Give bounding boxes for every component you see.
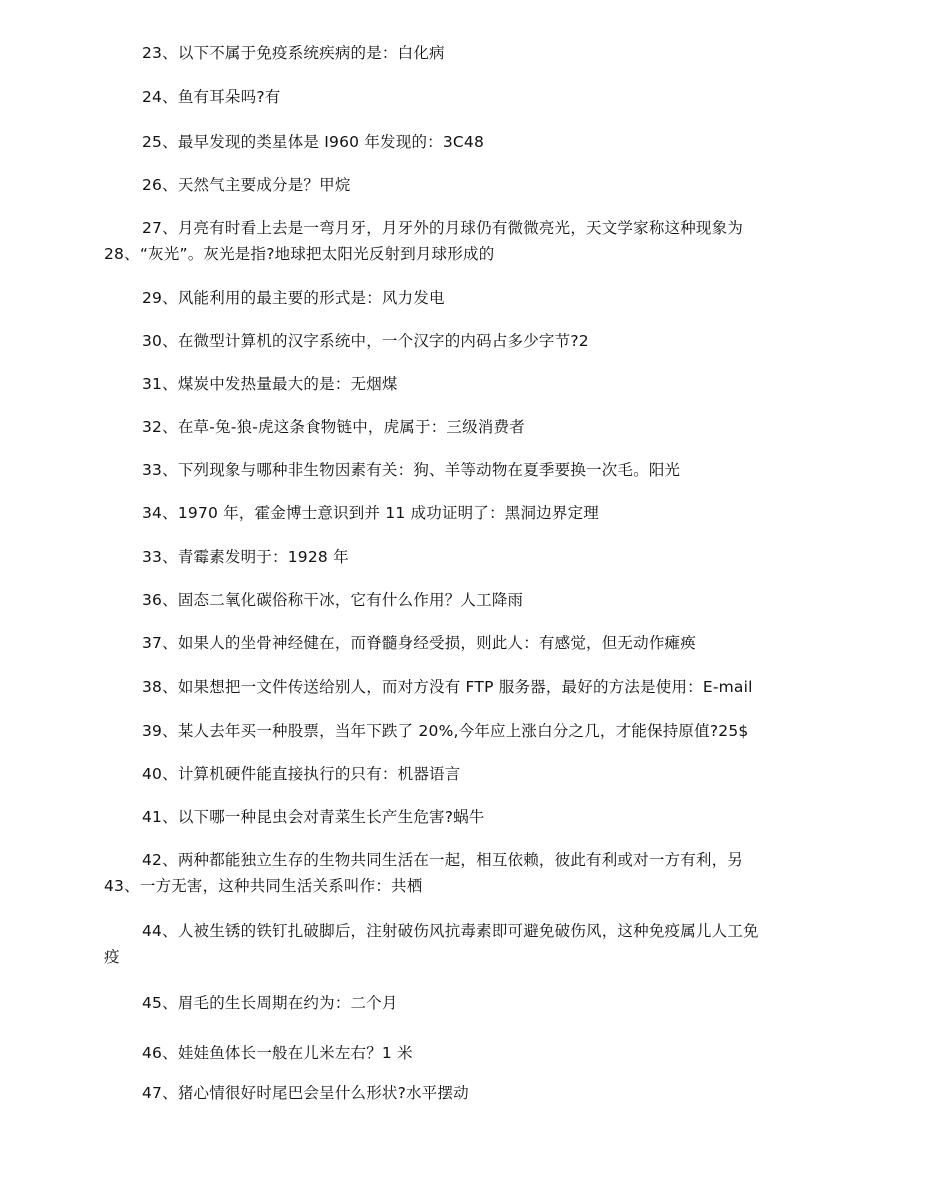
question-number: 36、 xyxy=(142,591,178,609)
question-number: 45、 xyxy=(142,994,178,1012)
question-number: 30、 xyxy=(142,332,178,350)
question-36 xyxy=(142,587,852,613)
question-number: 44、 xyxy=(142,922,178,940)
question-text: 最早发现的类星体是 I960 年发现的：3C48 xyxy=(177,133,485,151)
question-number: 33、 xyxy=(142,461,178,479)
question-text: 下列现象与哪种非生物因素有关：狗、羊等动物在夏季要换一次毛。阳光 xyxy=(177,461,681,479)
question-number: 38、 xyxy=(142,678,178,696)
question-text: 眉毛的生长周期在约为：二个月 xyxy=(177,994,398,1012)
question-text-line1: 月亮有时看上去是一弯月牙，月牙外的月球仍有微微亮光，天文学家称这种现象为 xyxy=(177,219,744,237)
question-23 xyxy=(142,40,852,66)
question-number: 23、 xyxy=(142,44,178,62)
question-32 xyxy=(142,414,852,440)
question-number-2: 28、 xyxy=(104,245,140,263)
question-38 xyxy=(142,674,852,700)
question-31 xyxy=(142,371,852,397)
question-number: 29、 xyxy=(142,289,178,307)
question-number: 34、 xyxy=(142,504,178,522)
question-text: 猪心情很好时尾巴会呈什么形状?水平摆动 xyxy=(177,1084,469,1102)
question-39 xyxy=(142,718,852,744)
question-29 xyxy=(142,285,852,311)
question-34 xyxy=(142,500,852,526)
question-41 xyxy=(142,804,852,830)
question-text: 如果人的坐骨神经健在，而脊髓身经受损，则此人：有感觉，但无动作瘫痪 xyxy=(177,634,696,652)
question-46 xyxy=(142,1040,852,1066)
question-number: 25、 xyxy=(142,133,178,151)
question-text: 计算机硬件能直接执行的只有：机器语言 xyxy=(177,765,461,783)
question-25 xyxy=(142,129,852,155)
question-text: 天然气主要成分是？甲烷 xyxy=(177,176,351,194)
question-text: 以下不属于免疫系统疾病的是：白化病 xyxy=(177,44,445,62)
question-number-2: 43、 xyxy=(104,877,140,895)
question-text-line2: 疫 xyxy=(104,948,120,966)
question-text: 煤炭中发热量最大的是：无烟煤 xyxy=(177,375,398,393)
question-40 xyxy=(142,761,852,787)
question-text: 风能利用的最主要的形式是：风力发电 xyxy=(177,289,445,307)
question-number: 42、 xyxy=(142,851,178,869)
question-45 xyxy=(142,990,852,1016)
question-number: 33、 xyxy=(142,548,178,566)
question-number: 47、 xyxy=(142,1084,178,1102)
question-number: 41、 xyxy=(142,808,178,826)
question-24 xyxy=(142,84,852,110)
question-text-line1: 两种都能独立生存的生物共同生活在一起，相互依赖，彼此有利或对一方有利，另 xyxy=(177,851,744,869)
question-35 xyxy=(142,544,852,570)
question-27-28 xyxy=(104,215,849,267)
question-text: 1970 年，霍金博士意识到并 11 成功证明了：黑洞边界定理 xyxy=(177,504,599,522)
question-37 xyxy=(142,630,852,656)
question-text: 青霉素发明于：1928 年 xyxy=(177,548,349,566)
question-number: 27、 xyxy=(142,219,178,237)
question-text: 以下哪一种昆虫会对青菜生长产生危害?蜗牛 xyxy=(177,808,485,826)
question-number: 31、 xyxy=(142,375,178,393)
question-text-line2: “灰光”。灰光是指?地球把太阳光反射到月球形成的 xyxy=(139,245,495,263)
question-number: 46、 xyxy=(142,1044,178,1062)
question-26 xyxy=(142,172,852,198)
question-number: 26、 xyxy=(142,176,178,194)
question-42-43 xyxy=(104,847,849,899)
question-text: 鱼有耳朵吗?有 xyxy=(177,88,281,106)
question-number: 39、 xyxy=(142,722,178,740)
question-text: 娃娃鱼体长一般在儿米左右？1 米 xyxy=(177,1044,413,1062)
question-text: 如果想把一文件传送给别人，而对方没有 FTP 服务器，最好的方法是使用：E-mail xyxy=(177,678,753,696)
question-number: 37、 xyxy=(142,634,178,652)
question-number: 32、 xyxy=(142,418,178,436)
question-44 xyxy=(104,918,849,970)
question-text-line2: 一方无害，这种共同生活关系叫作：共栖 xyxy=(139,877,423,895)
question-47 xyxy=(142,1080,852,1106)
question-text-line1: 人被生锈的铁钉扎破脚后，注射破伤风抗毒素即可避免破伤风，这种免疫属儿人工免 xyxy=(177,922,759,940)
question-33 xyxy=(142,457,852,483)
question-text: 固态二氧化碳俗称干冰，它有什么作用？人工降雨 xyxy=(177,591,524,609)
question-text: 在草-兔-狼-虎这条食物链中，虎属于：三级消费者 xyxy=(177,418,525,436)
question-number: 40、 xyxy=(142,765,178,783)
question-text: 在微型计算机的汉字系统中，一个汉字的内码占多少字节?2 xyxy=(177,332,589,350)
question-30 xyxy=(142,328,852,354)
question-number: 24、 xyxy=(142,88,178,106)
question-text: 某人去年买一种股票，当年下跌了 20%,今年应上涨白分之几，才能保持原值?25$ xyxy=(177,722,749,740)
